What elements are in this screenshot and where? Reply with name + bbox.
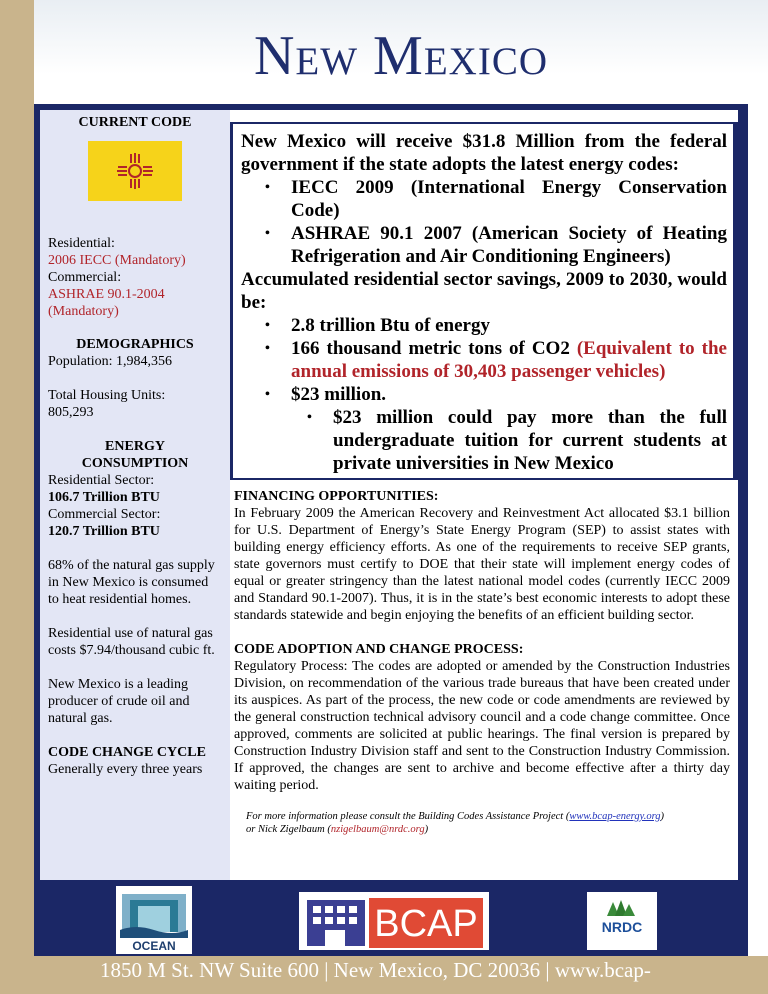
callout-intro: New Mexico will receive $31.8 Million from the federal government if the state adopts the latest energy codes:: [241, 131, 727, 175]
com-sector-label: Commercial Sector:: [48, 507, 161, 522]
energy-heading-2: CONSUMPTION: [81, 456, 189, 471]
housing-value: 805,293: [48, 405, 94, 420]
bcap-website-link[interactable]: www.bcap-energy.org: [569, 811, 661, 822]
commercial-code-status: (Mandatory): [48, 304, 119, 319]
adoption-body: Regulatory Process: The codes are adopted or amended by the Construction Industries Division, on recommendation of the various trade bureaus that have been created under its auspices. As part of the process, the new code or code amendments are reviewed by the general construction technical advisory council and a code change committee. Once approved, comments are solicited at public hearings. The final version is prepared by Construction Industry Division staff and sent to the Construction Industry Commission. If approved, the changes are sent to archive and become effective after a thirty day waiting period.: [234, 659, 730, 793]
res-sector-label: Residential Sector:: [48, 473, 155, 488]
ocean-logo-text: OCEAN: [132, 939, 176, 953]
producer-fact: New Mexico is a leading producer of crude oil and natural gas.: [48, 677, 190, 726]
tuition-fact: • $23 million could pay more than the full undergraduate tuition for current students at private universities in New Mexico: [241, 406, 727, 475]
code-change-cycle-value: Generally every three years: [48, 762, 203, 777]
saving-co2-equivalent: (Equivalent to the annual emissions of 30,403 passenger vehicles): [291, 338, 727, 382]
nrdc-logo-text: NRDC: [601, 919, 643, 935]
callout-top-padding: [230, 110, 738, 122]
current-code-heading: CURRENT CODE: [78, 115, 192, 130]
saving-money: • $23 million.: [241, 383, 727, 406]
savings-intro: Accumulated residential sector savings, 2009 to 2030, would be:: [241, 269, 727, 313]
com-sector-value: 120.7 Trillion BTU: [48, 524, 160, 539]
codes-list: [241, 176, 727, 268]
bcap-logo-text: BCAP: [374, 903, 478, 945]
zia-sun-icon: [115, 151, 155, 191]
financing-body: In February 2009 the American Recovery and Reinvestment Act allocated $3.1 billion for U.S. Department of Energy’s State Energy Program (SEP) to assist states with building energy efficiency efforts. As one of the requirements to receive SEP grants, state governors must certify to DOE that their state will implement energy codes of equal or greater stringency than the latest national model codes (currently IECC 2009 and Standard 90.1-2007). Thus, it is in the state’s best economic interests to adopt these standards statewide and begin enjoying the benefits of an efficient building sector.: [234, 506, 730, 623]
ocean-logo: [116, 886, 192, 954]
contact-text: or Nick Zigelbaum (: [246, 824, 331, 835]
demographics-heading: DEMOGRAPHICS: [76, 337, 194, 352]
bcap-logo: [299, 892, 489, 950]
contact-email-link[interactable]: nzigelbaum@nrdc.org: [330, 824, 425, 835]
more-info-paren: ): [660, 811, 665, 822]
population: Population: 1,984,356: [48, 354, 173, 369]
residential-label: Residential:: [48, 236, 115, 251]
residential-code: 2006 IECC (Mandatory): [48, 253, 186, 268]
page-title: New Mexico: [253, 25, 549, 87]
code-item-iecc: • IECC 2009 (International Energy Conservation Code): [241, 176, 727, 222]
financing-heading: FINANCING OPPORTUNITIES:: [234, 489, 439, 504]
left-accent-strip: [0, 0, 34, 994]
contact-paren: ): [424, 824, 429, 835]
more-info-text: For more information please consult the Building Codes Assistance Project (: [246, 811, 570, 822]
savings-list: [241, 314, 727, 475]
sidebar: [40, 110, 230, 880]
gas-fact: 68% of the natural gas supply in New Mexico is consumed to heat residential homes.: [48, 558, 215, 607]
commercial-label: Commercial:: [48, 270, 122, 285]
code-change-cycle-heading: CODE CHANGE CYCLE: [48, 745, 206, 760]
saving-co2: [241, 337, 727, 383]
commercial-code: ASHRAE 90.1-2004: [48, 287, 165, 302]
main-content: [230, 480, 738, 880]
saving-co2-text: 166 thousand metric tons of CO2: [291, 338, 570, 359]
more-info: [234, 810, 730, 836]
saving-energy: • 2.8 trillion Btu of energy: [241, 314, 727, 337]
footer-address: 1850 M St. NW Suite 600 | New Mexico, DC 20036 | www.bcap-: [100, 958, 651, 982]
incentive-callout: [233, 124, 733, 478]
res-sector-value: 106.7 Trillion BTU: [48, 490, 160, 505]
nrdc-logo: [587, 892, 657, 950]
code-item-ashrae: • ASHRAE 90.1 2007 (American Society of Heating Refrigeration and Air Conditioning Engineers): [241, 222, 727, 268]
energy-heading: ENERGY: [105, 439, 165, 454]
housing-label: Total Housing Units:: [48, 388, 166, 403]
new-mexico-flag-icon: [88, 141, 182, 201]
gas-cost: Residential use of natural gas costs $7.94/thousand cubic ft.: [48, 626, 215, 658]
adoption-heading: CODE ADOPTION AND CHANGE PROCESS:: [234, 642, 524, 657]
